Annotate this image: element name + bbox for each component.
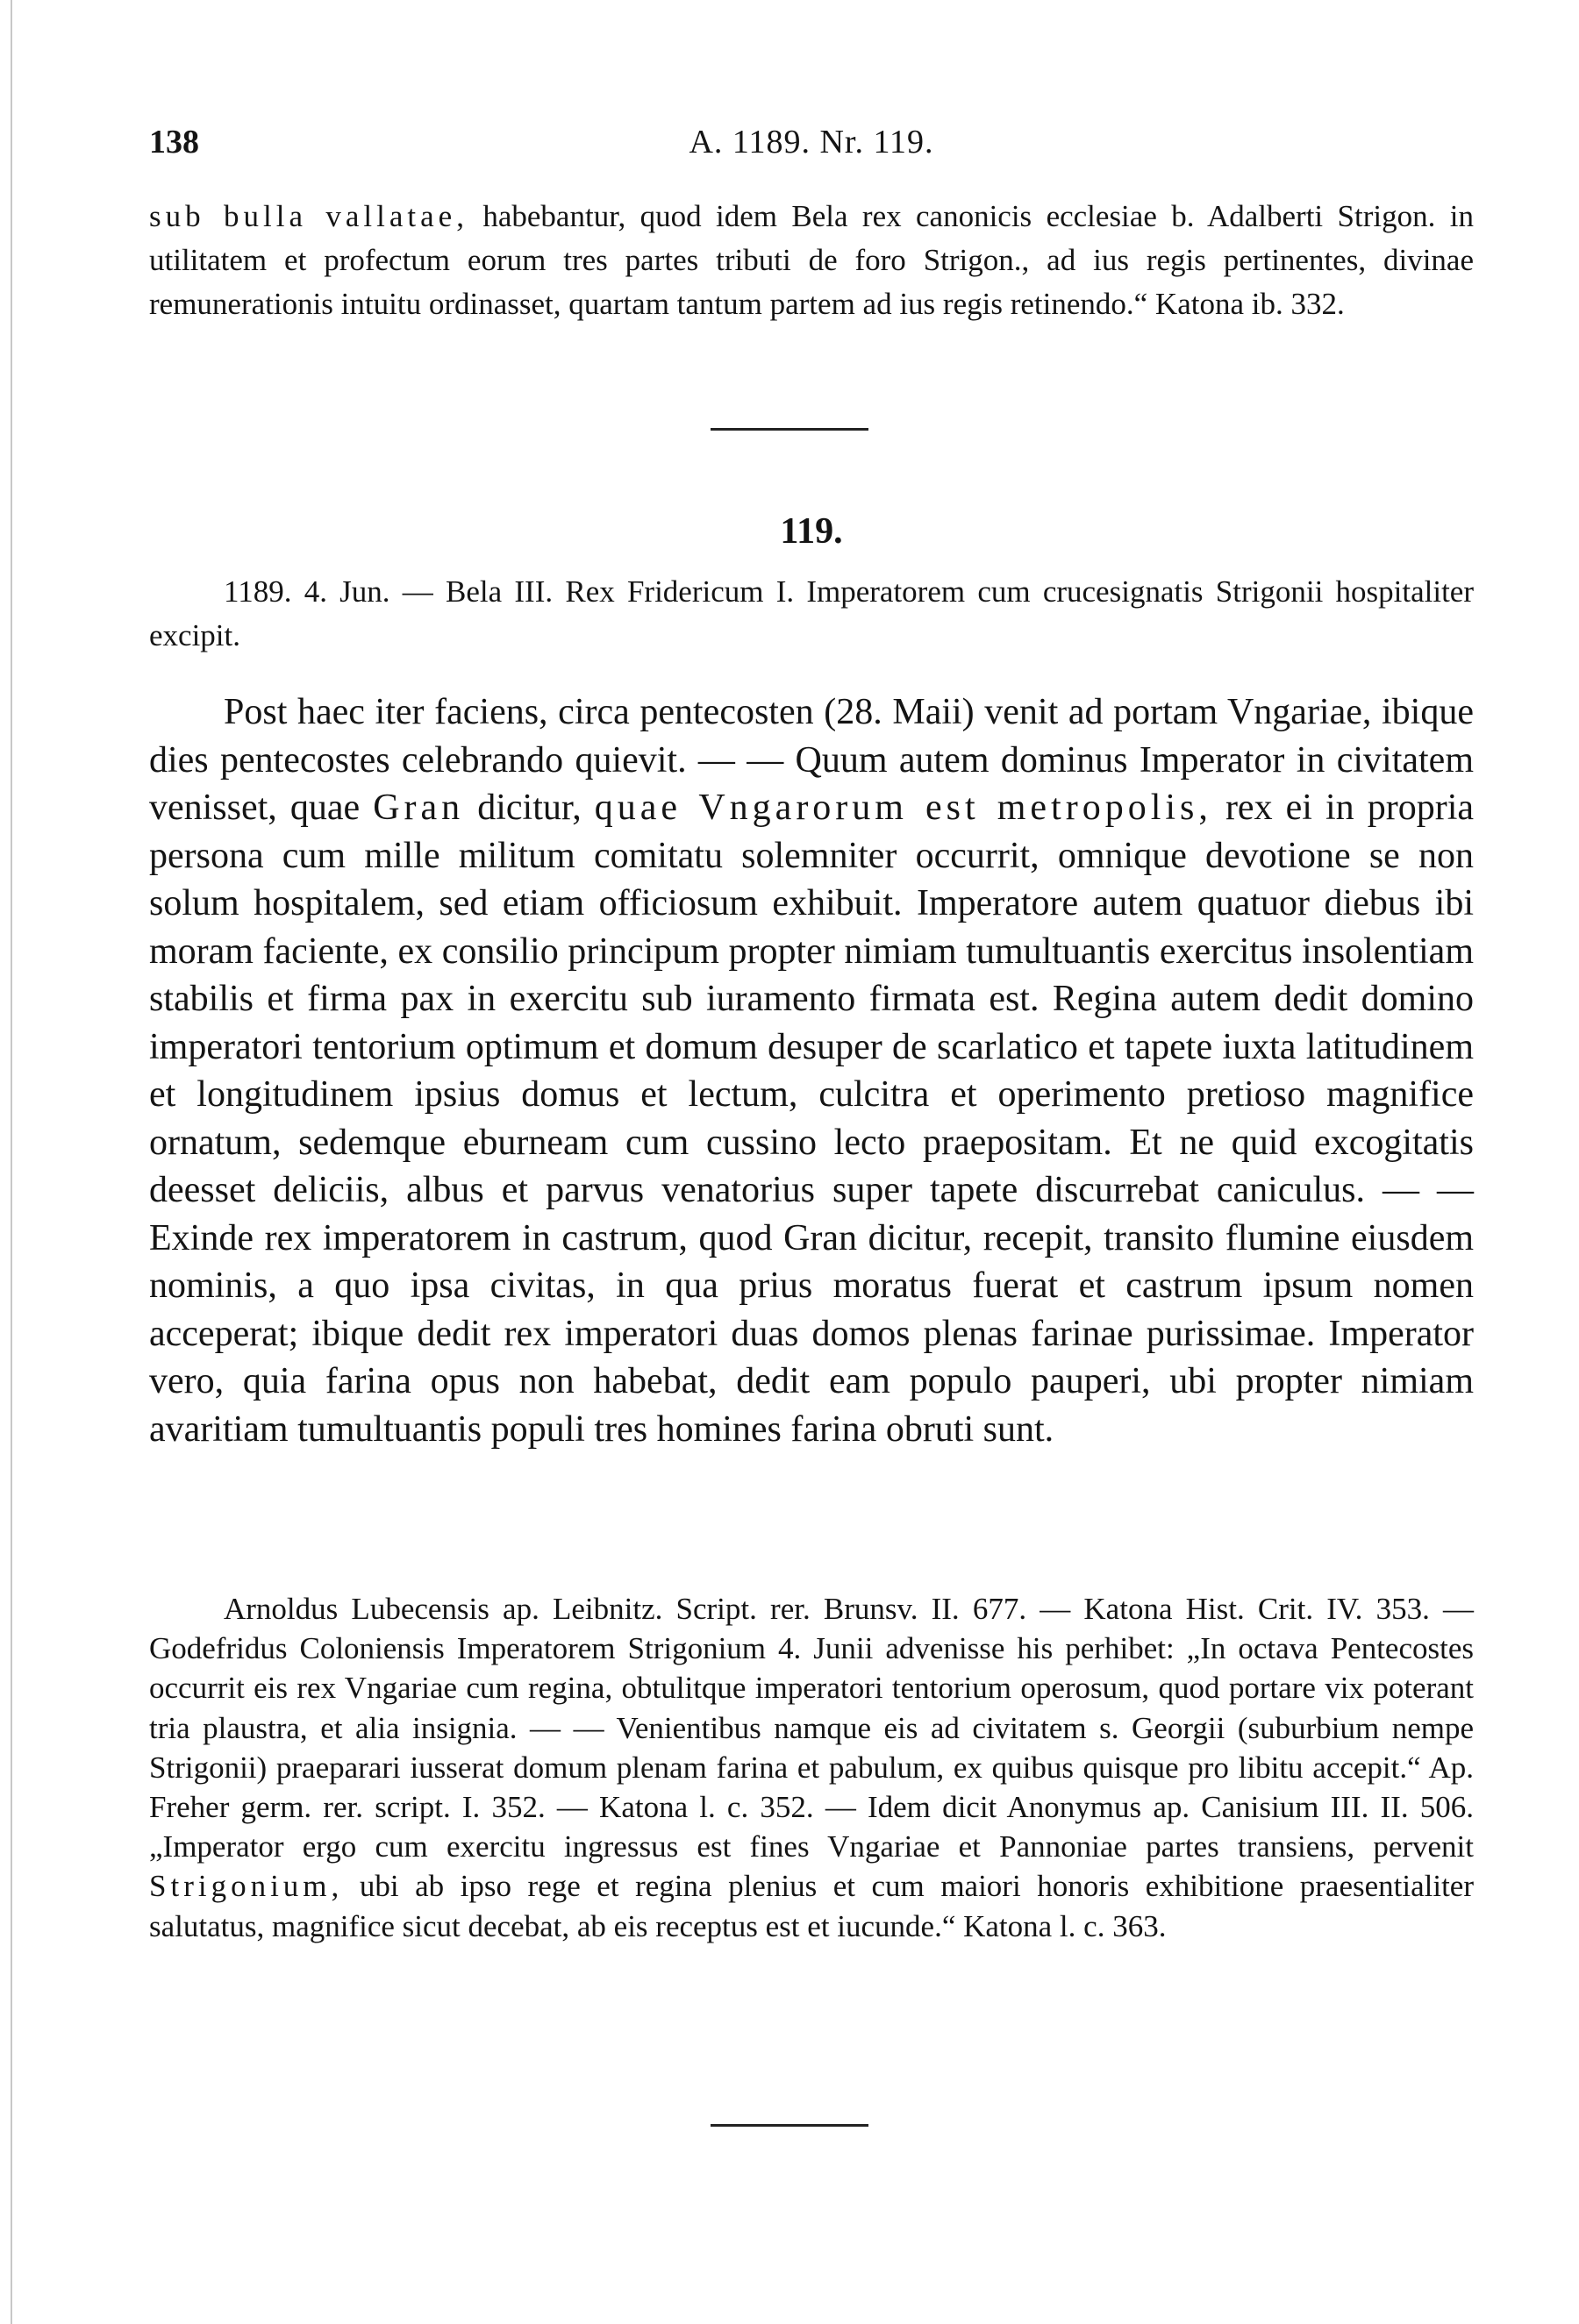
notes-part-2: ubi ab ipso rege et regina plenius et cum maiori honoris exhibitione praesentialiter salutatus, magnifice sicut decebat, ab eis receptus est et iucunde.“ Katona l. c. 363. <box>149 1869 1474 1943</box>
document-number: 119. <box>780 511 843 552</box>
spaced-phrase: quae Vngarorum est metropolis, <box>594 788 1212 828</box>
previous-note-text: habebantur, quod idem Bela rex canonicis ecclesiae b. Adalberti Strigon. in utilitatem et profectum eorum tres partes tributi de foro Strigon., ad ius regis pertinentes, divinae remunerationis intuitu ordinasset, quartam tantum partem ad ius regis retinendo.“ Katona ib. 332. <box>149 199 1474 321</box>
main-text-part-1: Post haec iter faciens, circa pentecosten (28. Maii) venit ad portam Vngariae, ibique dies pentecostes celebrando quievit. — — Quum autem dominus Imperator in civitatem venisset, quae <box>149 692 1474 828</box>
running-title: A. 1189. Nr. 119. <box>689 124 934 160</box>
main-text-part-3: rex ei in propria persona cum mille militum comitatu solemniter occurrit, omnique devotione se non solum hospitalem, sed etiam officiosum exhibuit. Imperatore autem quatuor diebus ibi moram faciente, ex consilio principum propter nimiam tumultuantis exercitus insolentiam stabilis et firma pax in exercitu sub iuramento firmata est. Regina autem dedit domino imperatori tentorium optimum et domum desuper de scarlatico et tapete iuxta latitudinem et longitudinem ipsius domus et lectum, culcitra et operimento pretioso magnifice ornatum, sedemque eburneam cum cussino lecto praepositam. Et ne quid excogitatis deesset deliciis, albus et parvus venatorius super tapete discurrebat caniculus. — — Exinde rex imperatorem in castrum, quod Gran dicitur, recepit, transito flumine eiusdem nominis, a quo ipsa civitas, in qua prius moratus fuerat et castrum ipsum nomen acceperat; ibique dedit rex imperatori duas domos plenas farinae purissimae. Imperator vero, quia farina opus non habebat, dedit eam populo pauperi, ubi propter nimiam avaritiam tumultuantis populi tres homines farina obruti sunt. <box>149 788 1475 1450</box>
main-text <box>149 688 1474 1453</box>
page-number: 138 <box>149 124 199 160</box>
spaced-phrase: Gran <box>373 788 465 828</box>
source-notes <box>149 1589 1474 1946</box>
section-divider <box>711 428 868 431</box>
main-text-part-2: dicitur, <box>464 788 595 828</box>
spaced-phrase: Strigonium, <box>149 1869 344 1904</box>
running-head <box>149 123 1474 167</box>
end-divider <box>711 2124 868 2127</box>
scan-edge-line <box>11 0 12 2324</box>
spaced-phrase: sub bulla vallatae, <box>149 199 468 233</box>
regest: 1189. 4. Jun. — Bela III. Rex Fridericum I. Imperatorem cum crucesignatis Strigonii hospitaliter excipit. <box>149 574 1474 652</box>
previous-document-note <box>149 195 1474 326</box>
notes-part-1: Arnoldus Lubecensis ap. Leibnitz. Script. rer. Brunsv. II. 677. — Katona Hist. Crit. IV. 353. — Godefridus Coloniensis Imperatorem Strigonium 4. Junii advenisse his perhibet: „In octava Pentecostes occurrit eis rex Vngariae cum regina, obtulitque imperatori tentorium operosum, quod portare vix poterant tria plaustra, et alia insignia. — — Venientibus namque eis ad civitatem s. Georgii (suburbium nempe Strigonii) praeparari iusserat domum plenam farina et pabulum, ex quibus quisque pro libitu accepit.“ Ap. Freher germ. rer. script. I. 352. — Katona l. c. 352. — Idem dicit Anonymus ap. Canisium III. II. 506. „Imperator ergo cum exercitu ingressus est fines Vngariae et Pannoniae partes transiens, pervenit <box>149 1592 1474 1864</box>
